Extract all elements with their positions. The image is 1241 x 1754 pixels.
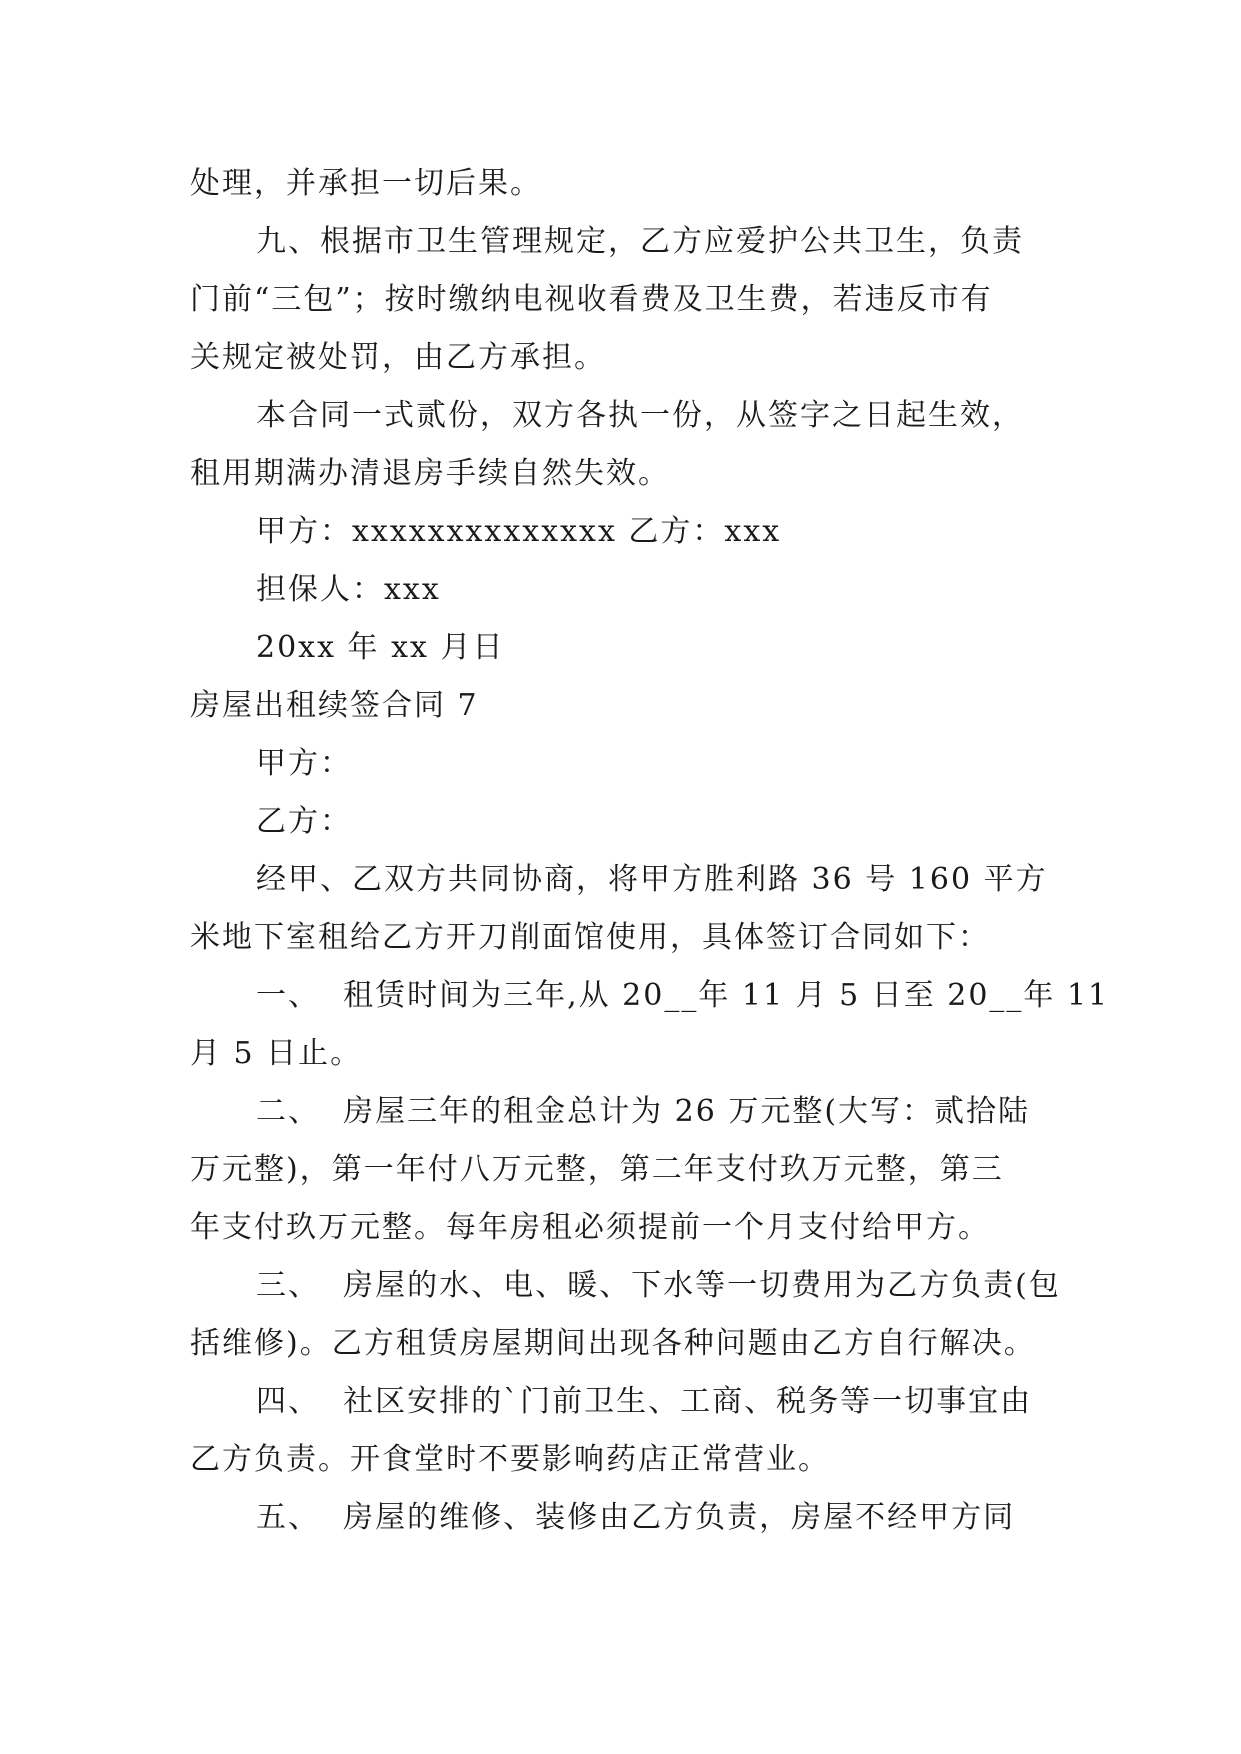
text-line: 一、 租赁时间为三年,从 20__年 11 月 5 日至 20__年 11 <box>256 978 1110 1013</box>
text-line: 门前“三包”；按时缴纳电视收看费及卫生费，若违反市有 <box>190 282 993 317</box>
signature-parties-line: 甲方：xxxxxxxxxxxxxx 乙方：xxx <box>256 514 782 549</box>
date-line: 20xx 年 xx 月日 <box>256 630 505 665</box>
party-a-line: 甲方： <box>256 746 352 781</box>
text-line: 米地下室租给乙方开刀削面馆使用，具体签订合同如下： <box>190 920 990 955</box>
text-line: 九、根据市卫生管理规定，乙方应爱护公共卫生，负责 <box>256 224 1024 259</box>
text-line: 经甲、乙双方共同协商，将甲方胜利路 36 号 160 平方 <box>256 862 1048 897</box>
text-line: 租用期满办清退房手续自然失效。 <box>190 456 670 491</box>
text-line: 关规定被处罚，由乙方承担。 <box>190 340 606 375</box>
text-line: 月 5 日止。 <box>190 1036 363 1071</box>
text-line: 二、 房屋三年的租金总计为 26 万元整(大写：贰拾陆 <box>256 1094 1031 1129</box>
guarantor-line: 担保人：xxx <box>256 572 441 607</box>
text-line: 四、 社区安排的`门前卫生、工商、税务等一切事宜由 <box>256 1384 1033 1419</box>
text-line: 处理，并承担一切后果。 <box>190 166 542 201</box>
text-line: 本合同一式贰份，双方各执一份，从签字之日起生效， <box>256 398 1024 433</box>
text-line: 三、 房屋的水、电、暖、下水等一切费用为乙方负责(包 <box>256 1268 1061 1303</box>
text-line: 括维修)。乙方租赁房屋期间出现各种问题由乙方自行解决。 <box>190 1326 1036 1361</box>
party-b-line: 乙方： <box>256 804 352 839</box>
document-body <box>190 155 1110 1547</box>
text-line: 年支付玖万元整。每年房租必须提前一个月支付给甲方。 <box>190 1210 990 1245</box>
text-line: 五、 房屋的维修、装修由乙方负责，房屋不经甲方同 <box>256 1500 1016 1535</box>
section-title: 房屋出租续签合同 7 <box>190 688 479 723</box>
text-line: 万元整)，第一年付八万元整，第二年支付玖万元整，第三 <box>190 1152 1004 1187</box>
text-line: 乙方负责。开食堂时不要影响药店正常营业。 <box>190 1442 830 1477</box>
